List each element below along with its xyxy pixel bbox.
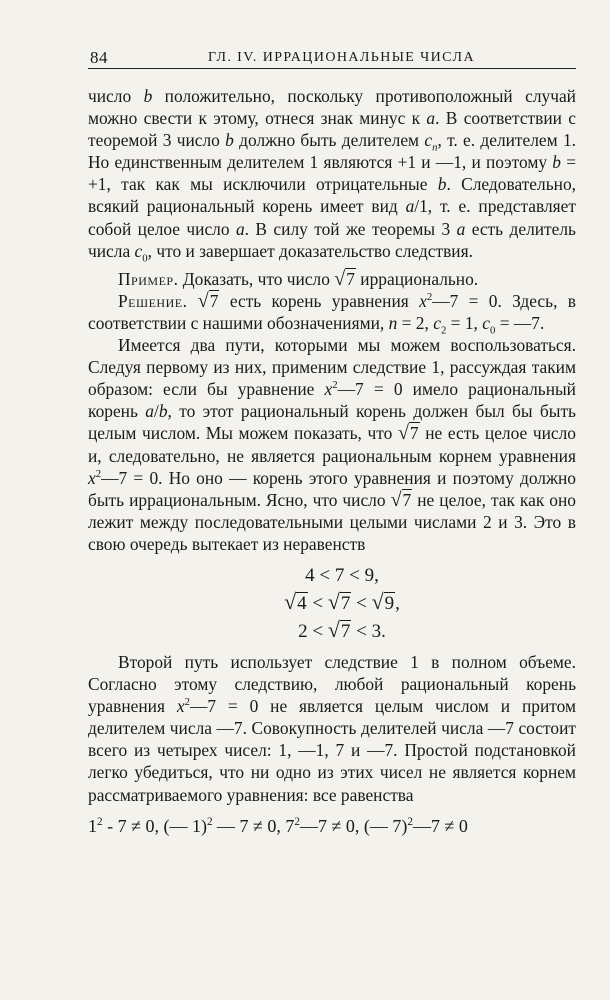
first-method-paragraph: Имеется два пути, которыми мы можем воспользоваться. Следуя первому из них, применим следствие 1, рассуждая таким образом: если бы уравнение $x^2—7 = 0$ имело рациональный корень a/b, то этот рациональный корень должен был бы быть целым числом. Мы можем показать, что √7 не есть целое число и, следовательно, не является рациональным корнем уравнения $x^2—7 = 0$. Но оно — корень этого уравнения и поэтому должно быть иррациональным. Ясно, что число √7 не целое, так как оно лежит между последовательными целыми числами 2 и 3. Это в свою очередь вытекает из неравенств	[88, 335, 577, 554]
final-equations-line: $1^2 - 7 \ne 0$, (— 1)$^2$ — 7 ≠ 0, $7^2—7 \ne 0$, (— 7)$^2$—7 ≠ 0	[88, 815, 468, 836]
inequality-line-3: 2 < √7 < 3.	[298, 617, 386, 642]
page-header	[88, 42, 576, 69]
example-label: Пример.	[118, 268, 179, 289]
example-paragraph: Пример. Доказать, что число √7 иррационально.	[118, 267, 479, 290]
page-body	[88, 85, 576, 838]
inequality-block	[88, 563, 576, 645]
sqrt-symbol: √7	[334, 267, 355, 290]
solution-paragraph: Решение. √7 есть корень уравнения $x^2—7 = 0$. Здесь, в соответствии с нашими обозначениями, n = 2, $c_2 = 1$, $c_0$ = —7.	[88, 289, 576, 337]
inequality-line-1: 4 < 7 < 9,	[305, 564, 379, 586]
inequality-line-2: √4 < √7 < √9,	[284, 589, 400, 614]
sqrt-symbol: √7	[197, 289, 219, 312]
page-number: 84	[90, 48, 108, 67]
paragraph-proof-end: число b положительно, поскольку противоположный случай можно свести к этому, отнеся знак минус к a. В соответствии с теоремой 3 число b должно быть делителем $c_n$, т. е. делителем 1. Но единственным делителем 1 являются +1 и —1, и поэтому b = +1, так как мы исключили отрицательные b. Следовательно, всякий рациональный корень имеет вид a/1, т. е. представляет собой целое число a. В силу той же теоремы 3 a есть делитель числа $c_0$, что и завершает доказательство следствия.	[88, 86, 576, 265]
running-head: ГЛ. IV. ИРРАЦИОНАЛЬНЫЕ ЧИСЛА	[208, 50, 475, 65]
sqrt-symbol: √7	[390, 488, 412, 511]
solution-label: Решение.	[118, 290, 188, 311]
second-method-paragraph: Второй путь использует следствие 1 в полном объеме. Согласно этому следствию, любой рациональный корень уравнения $x^2—7 = 0$ не является целым числом и притом делителем числа —7. Совокупность делителей числа —7 состоит всего из четырех чисел: 1, —1, 7 и —7. Простой подстановкой легко убедиться, что ни одно из этих чисел не является корнем рассматриваемого уравнения: все равенства	[88, 651, 576, 805]
sqrt-symbol: √7	[397, 422, 419, 445]
